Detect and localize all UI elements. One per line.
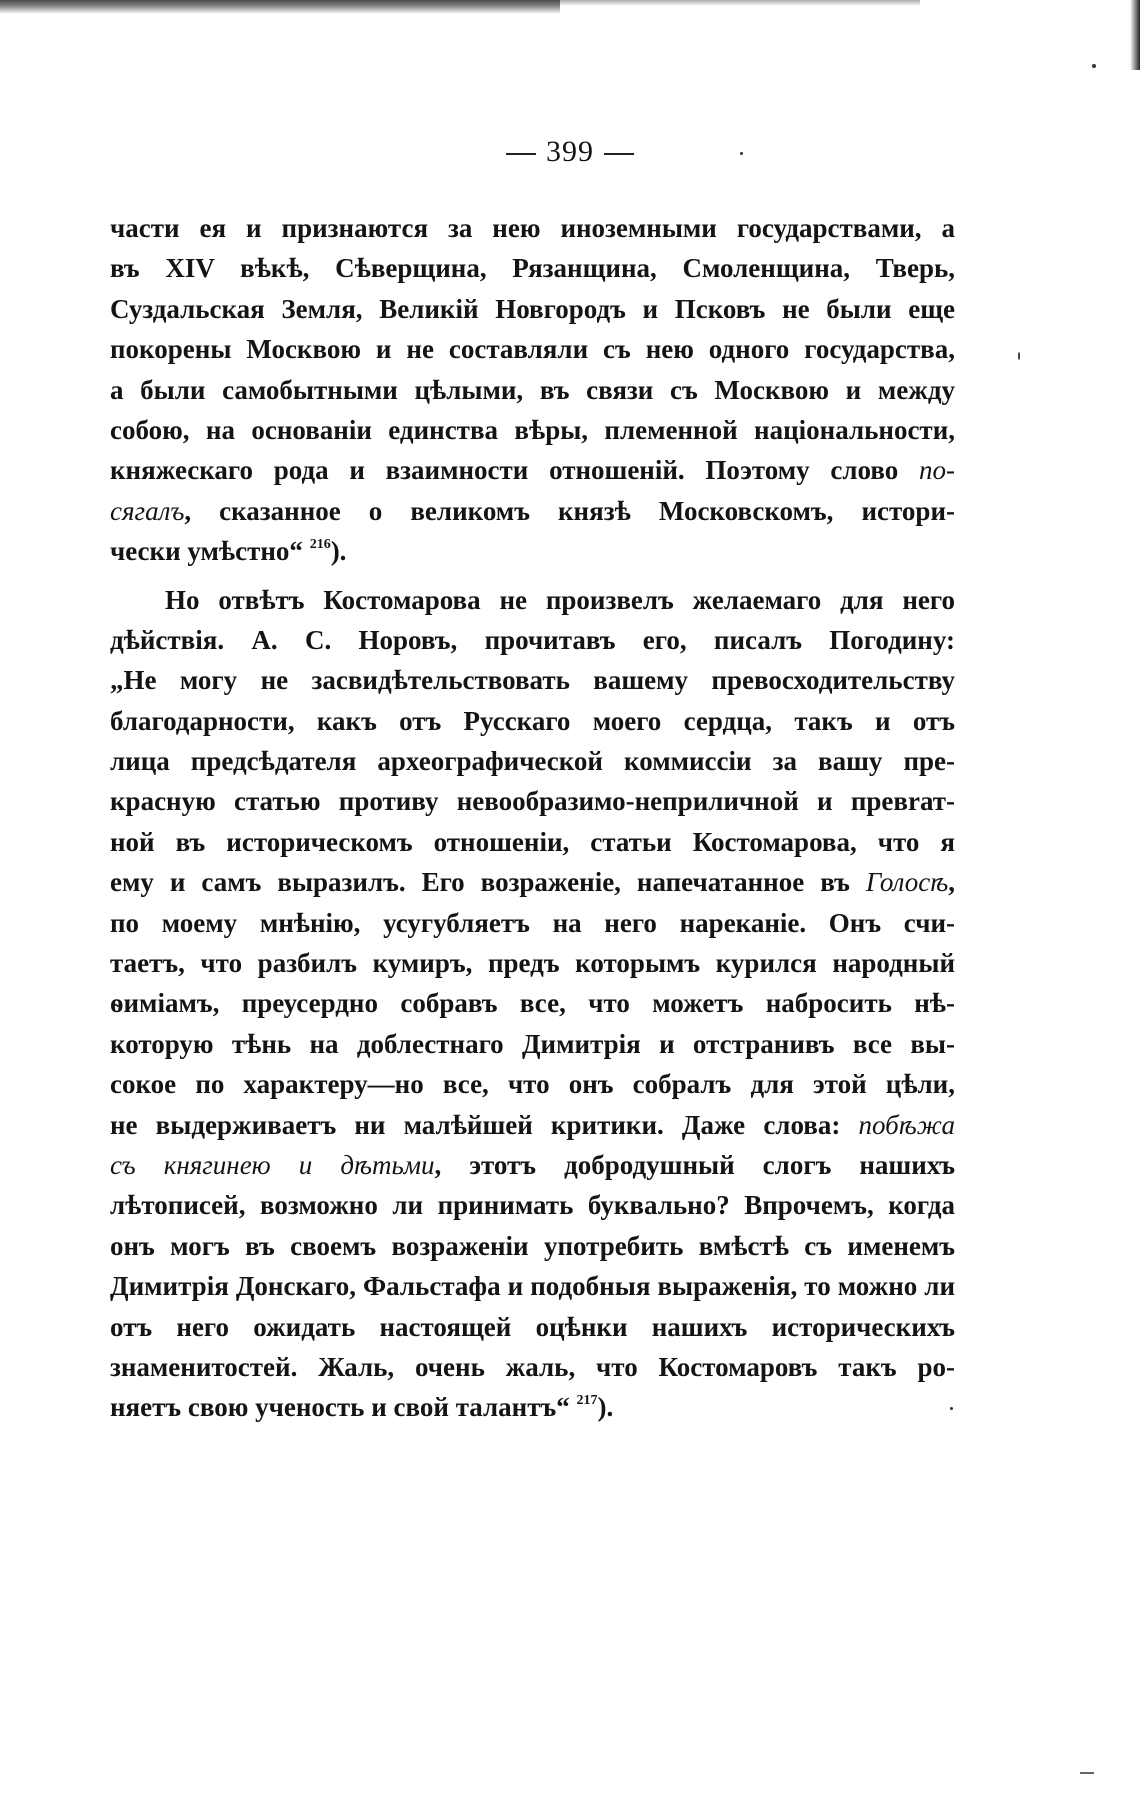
italic-word: побѣжа	[858, 1109, 955, 1140]
page-number-dash-left	[506, 153, 536, 155]
scan-speck	[1092, 64, 1096, 68]
body-text	[110, 208, 955, 1428]
footnote-marker-216: 216	[309, 537, 331, 553]
text-line: лица предсѣдателя археографической коммиссіи за вашу пре-	[110, 746, 955, 777]
text-line: части ея и признаются за нею иноземными государствами, а	[110, 213, 955, 243]
italic-word: Голосѣ	[865, 867, 949, 898]
text-line: „Не могу не засвидѣтельствовать вашему превосходительству	[110, 665, 955, 696]
scan-edge-right	[1130, 0, 1140, 70]
text-line: сягалъ, сказанное о великомъ князѣ Московскомъ, истори-	[110, 495, 955, 526]
text-line: чески умѣстно“ $^{216}$).	[110, 536, 347, 567]
text-line: Димитрія Донскаго, Фальстафа и подобныя выраженія, то можно ли	[110, 1271, 955, 1302]
text-line: лѣтописей, возможно ли принимать буквально? Впрочемъ, когда	[110, 1190, 955, 1221]
text-line: няетъ свою ученость и свой талантъ“ $^{217}$).	[110, 1392, 614, 1423]
text-line: красную статью противу невообразимо-неприличной и превrат-	[110, 786, 955, 817]
text-line: не выдерживаетъ ни малѣйшей критики. Даже слова: побѣжа	[110, 1109, 955, 1140]
page-number-value: 399	[546, 135, 594, 168]
text-line: онъ могъ въ своемъ возраженіи употребить вмѣстѣ съ именемъ	[110, 1230, 955, 1261]
text-line: а были самобытными цѣлыми, въ связи съ Москвою и между	[110, 374, 955, 405]
text-line: сокое по характеру—но все, что онъ собралъ для этой цѣли,	[110, 1069, 955, 1100]
text-line: благодарности, какъ отъ Русскаго моего сердца, такъ и отъ	[110, 705, 955, 736]
scan-speck	[1080, 1772, 1094, 1774]
text-line: отъ него ожидать настоящей оцѣнки нашихъ историческихъ	[110, 1311, 955, 1342]
page-number-dash-right	[604, 153, 634, 155]
text-line: собою, на основаніи единства вѣры, племенной національности,	[110, 414, 955, 445]
italic-phrase: съ княгинею и дѣтьми	[110, 1149, 435, 1180]
scan-speck	[1018, 352, 1020, 360]
italic-word: по-	[919, 455, 955, 486]
text-line: ной въ историческомъ отношеніи, статьи Костомарова, что я	[110, 826, 955, 857]
italic-word: сягалъ	[110, 495, 185, 526]
text-line: знаменитостей. Жаль, очень жаль, что Костомаровъ такъ ро-	[110, 1351, 955, 1382]
text-line: ѳиміамъ, преусердно собравъ все, что можетъ набросить нѣ-	[110, 988, 955, 1019]
text-line: въ XIV вѣкѣ, Сѣверщина, Рязанщина, Смоленщина, Тверь,	[110, 253, 955, 284]
text-line: таетъ, что разбилъ кумиръ, предъ которымъ курился народный	[110, 948, 955, 979]
text-line: съ княгинею и дѣтьми, этотъ добродушный слогъ нашихъ	[110, 1149, 955, 1180]
text-line: княжескаго рода и взаимности отношеній. Поэтому слово по-	[110, 455, 955, 486]
text-line: которую тѣнь на доблестнаго Димитрія и отстранивъ все вы-	[110, 1028, 955, 1059]
text-line: покорены Москвою и не составляли съ нею одного государства,	[110, 334, 955, 365]
text-line: Но отвѣтъ Костомарова не произвелъ желаемаго для него	[165, 584, 955, 615]
footnote-marker-217: 217	[576, 1393, 598, 1409]
text-line: по моему мнѣнію, усугубляетъ на него нареканіе. Онъ счи-	[110, 907, 955, 938]
text-line: Суздальская Земля, Великій Новгородъ и Псковъ не были еще	[110, 293, 955, 324]
scan-edge-top-faint	[560, 0, 920, 6]
page-number	[0, 135, 1140, 169]
text-line: дѣйствія. А. С. Норовъ, прочитавъ его, писалъ Погодину:	[110, 624, 955, 655]
text-line: ему и самъ выразилъ. Его возраженіе, напечатанное въ Голосѣ,	[110, 867, 955, 898]
scan-edge-top	[0, 0, 560, 14]
